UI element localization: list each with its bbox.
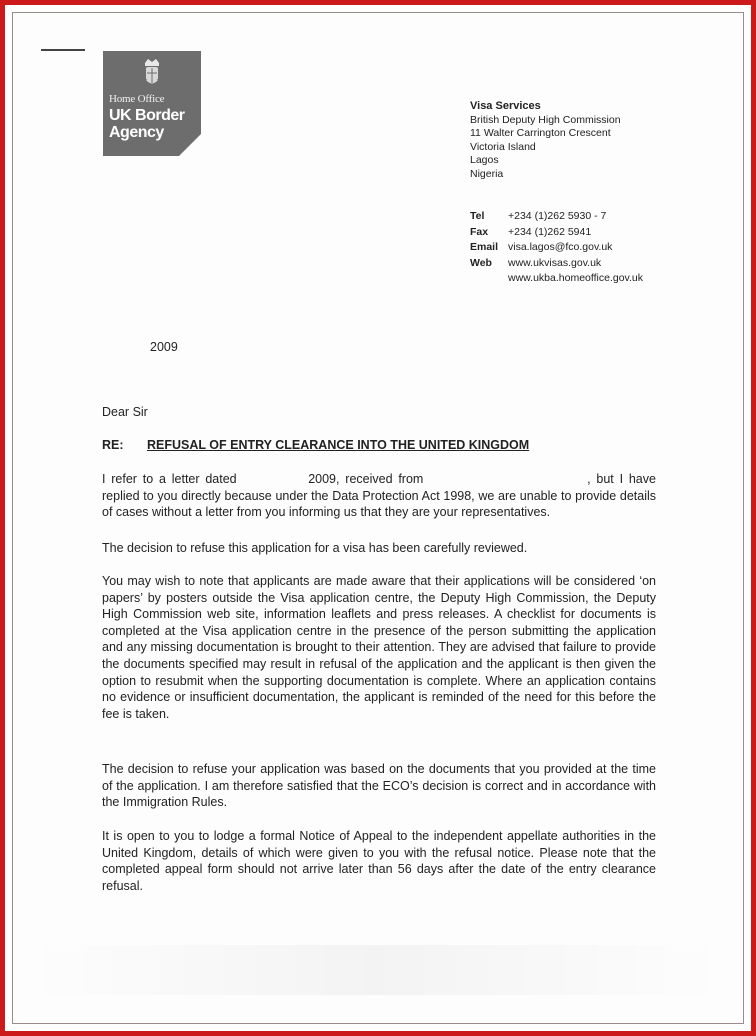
- paragraph-1: [102, 471, 656, 521]
- address-title: Visa Services: [470, 100, 541, 112]
- contact-value: +234 (1)262 5941: [508, 225, 592, 238]
- scan-mark: [41, 49, 85, 51]
- logo-line-uk-border: UK Border: [109, 107, 185, 124]
- address-line: Lagos: [470, 154, 499, 167]
- paragraph-4: The decision to refuse your application was based on the documents that you provided at the time of the application. I am therefore satisfied that the ECO’s decision is correct and in accordance with the Immigration Rules.: [102, 762, 656, 810]
- contact-label: Tel: [470, 210, 485, 222]
- contact-row-email: [470, 240, 643, 256]
- salutation: Dear Sir: [102, 405, 148, 419]
- contact-value: www.ukvisas.gov.uk: [508, 256, 602, 269]
- contact-label: Web: [470, 256, 492, 269]
- royal-crest-icon: [137, 57, 167, 89]
- letter-subject: REFUSAL OF ENTRY CLEARANCE INTO THE UNITED KINGDOM: [147, 438, 530, 452]
- logo-corner-fold: [179, 134, 201, 156]
- paragraph-3: You may wish to note that applicants are made aware that their applications will be considered ‘on papers’ by posters outside the Visa application centre, the Deputy High Commission, the Deputy High Commission web site, information leaflets and press releases. A checklist for documents is completed at the Visa application centre in the presence of the person submitting the application and any missing documentation is brought to their attention. They are advised that failure to provide the documents specified may result in refusal of the application and the applicant is then given the option to resubmit when the supporting documentation is complete. Where an application contains no evidence or insufficient documentation, the applicant is reminded of the need for this before the fee is taken.: [102, 574, 656, 721]
- logo-line-agency: Agency: [109, 124, 164, 141]
- paragraph-1-part-b: 2009, received from: [308, 472, 424, 486]
- scan-smudge: [25, 945, 725, 995]
- paragraph-5: It is open to you to lodge a formal Notice of Appeal to the independent appellate authorities in the United Kingdom, details of which were given to you with the refusal notice. Please note that the completed appeal form should not arrive later than 56 days after the date of the entry clearance refusal.: [102, 829, 656, 893]
- address-line: Victoria Island: [470, 140, 536, 153]
- contact-row-web-2: [470, 271, 643, 287]
- letter-date: 2009: [150, 340, 178, 354]
- contact-details: [470, 209, 643, 287]
- address-line: Nigeria: [470, 167, 504, 180]
- paragraph-2: The decision to refuse this application for a visa has been carefully reviewed.: [102, 541, 528, 555]
- contact-value: www.ukba.homeoffice.gov.uk: [508, 272, 644, 284]
- contact-label: Email: [470, 241, 499, 253]
- logo-agency-name: [109, 107, 185, 141]
- address-line: British Deputy High Commission: [470, 113, 621, 126]
- re-label: RE:: [102, 438, 124, 452]
- contact-label: Fax: [470, 225, 489, 238]
- sender-address: [470, 100, 621, 182]
- contact-row-web: [470, 256, 643, 272]
- paragraph-1-part-a: I refer to a letter dated: [102, 472, 237, 486]
- contact-row-tel: [470, 209, 643, 225]
- address-line: 11 Walter Carrington Crescent: [470, 127, 611, 140]
- contact-value: +234 (1)262 5930 - 7: [508, 210, 607, 222]
- contact-value: visa.lagos@fco.gov.uk: [508, 241, 613, 253]
- paragraph-1-part-c: , but I have replied to you directly because under the Data Protection Act 1998, we are unable to provide details of cases without a letter from you informing us that they are your representatives.: [102, 472, 656, 520]
- ukba-logo: [103, 51, 201, 156]
- logo-home-office: Home Office: [109, 93, 165, 105]
- contact-row-fax: [470, 225, 643, 241]
